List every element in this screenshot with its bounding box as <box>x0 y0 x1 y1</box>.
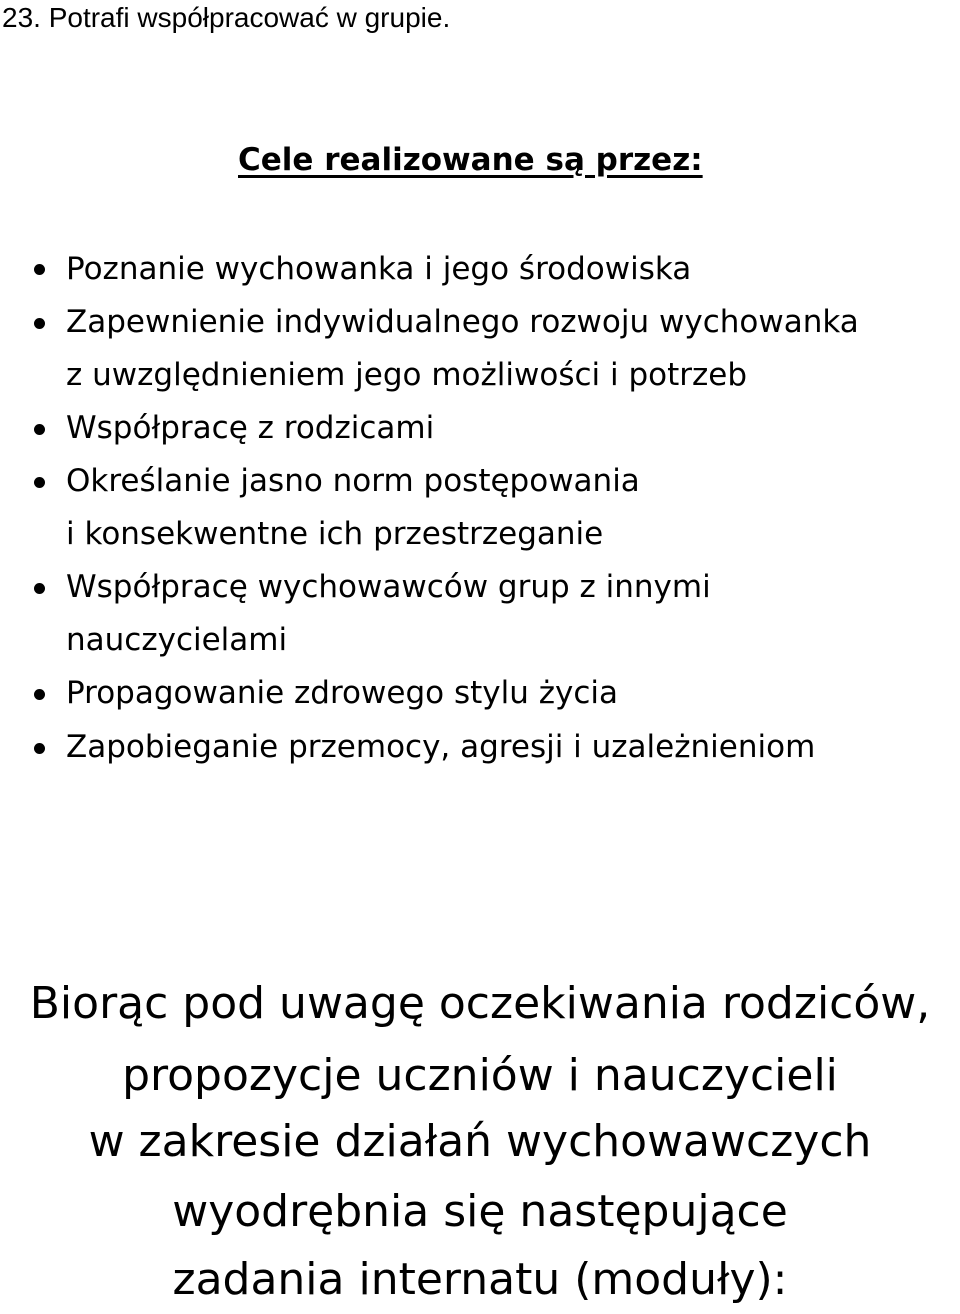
bullet-icon <box>34 264 45 275</box>
list-item-2-line-2: z uwzględnieniem jego możliwości i potrzeb <box>66 357 748 393</box>
list-item-4-line-1: Określanie jasno norm postępowania <box>66 463 640 499</box>
closing-line-2: propozycje uczniów i nauczycieli <box>122 1050 838 1101</box>
list-item-1: Poznanie wychowanka i jego środowiska <box>66 251 692 287</box>
list-item-7: Zapobieganie przemocy, agresji i uzależnieniom <box>66 729 816 765</box>
list-item-6: Propagowanie zdrowego stylu życia <box>66 675 618 711</box>
bullet-icon <box>34 477 45 488</box>
bullet-icon <box>34 318 45 329</box>
closing-line-4: wyodrębnia się następujące <box>172 1186 788 1237</box>
list-item-5-line-1: Współpracę wychowawców grup z innymi <box>66 569 711 605</box>
item-23-text: 23. Potrafi współpracować w grupie. <box>2 2 451 33</box>
bullet-icon <box>34 689 45 700</box>
list-item-5-line-2: nauczycielami <box>66 622 288 658</box>
section-heading: Cele realizowane są przez: <box>238 142 703 178</box>
closing-line-3: w zakresie działań wychowawczych <box>88 1116 872 1167</box>
closing-line-5: zadania internatu (moduły): <box>172 1254 788 1305</box>
list-item-2-line-1: Zapewnienie indywidualnego rozwoju wychowanka <box>66 304 859 340</box>
bullet-icon <box>34 424 45 435</box>
bullet-icon <box>34 583 45 594</box>
closing-line-1: Biorąc pod uwagę oczekiwania rodziców, <box>29 978 931 1029</box>
list-item-3: Współpracę z rodzicami <box>66 410 435 446</box>
list-item-4-line-2: i konsekwentne ich przestrzeganie <box>66 516 604 552</box>
bullet-icon <box>34 743 45 754</box>
